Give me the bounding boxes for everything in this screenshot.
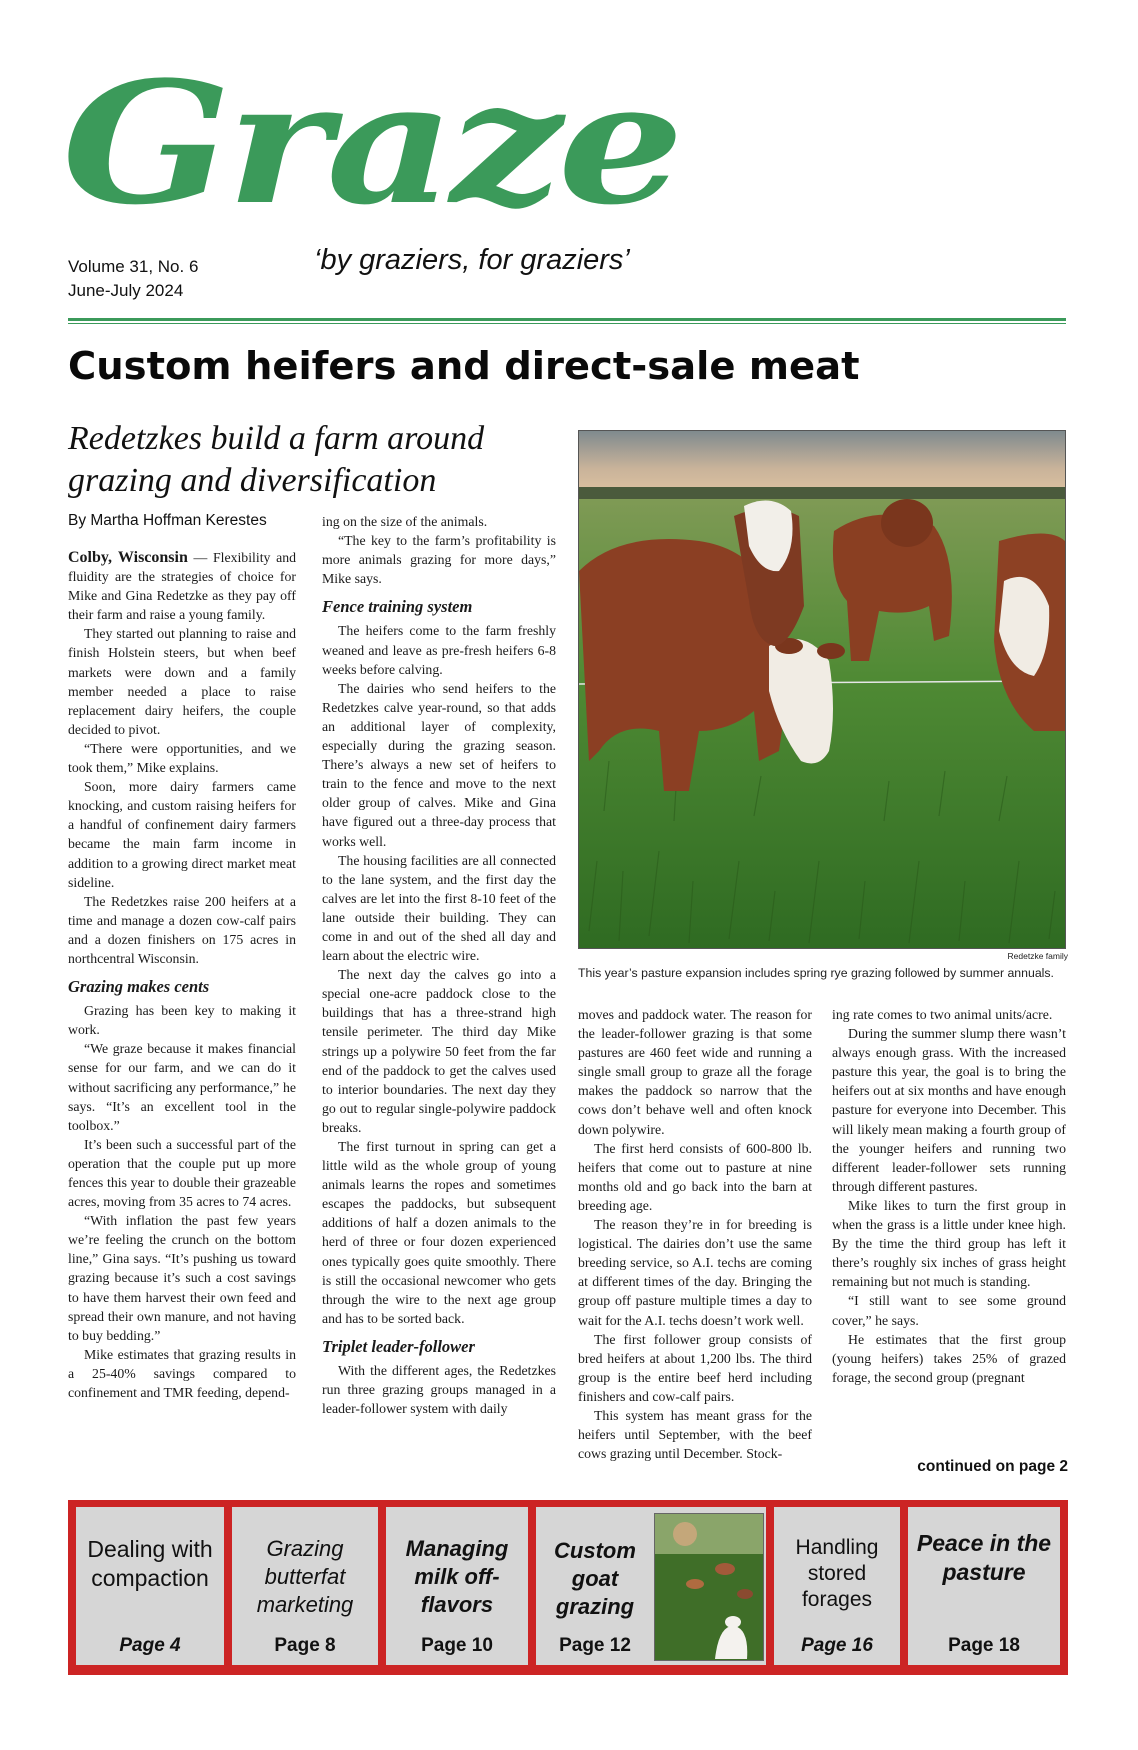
- goat-photo: [654, 1513, 764, 1661]
- paragraph: The heifers come to the farm freshly weaned and leave as pre-fresh heifers 6-8 weeks before calving.: [322, 623, 556, 677]
- article-column-1: [68, 548, 296, 1402]
- paragraph: “There were opportunities, and we took them,” Mike explains.: [68, 740, 296, 776]
- paragraph: moves and paddock water. The reason for the leader-follower grazing is that some pastures are 460 feet wide and running a single small group to graze all the forage makes the paddock so narrow that the cows don’t behave well and often knock down polywire.: [578, 1007, 812, 1137]
- feature-page: Page 8: [274, 1635, 336, 1656]
- paragraph: The first herd consists of 600-800 lb. heifers that come out to pasture at nine months old and go back into the barn at breeding age.: [578, 1140, 812, 1213]
- article-column-4: [832, 1005, 1066, 1387]
- paragraph: The first turnout in spring can get a little wild as the whole group of young animals learns the ropes and sometimes escapes the paddocks, but subsequent additions of half a dozen animals to the herd of three or four dozen experienced ones typically goes quite smoothly. There is still the occasional newcomer who gets through the wire to the next age group and has to be sorted back.: [322, 1139, 556, 1326]
- feature-butterfat[interactable]: Grazing butterfat marketing Page 8: [232, 1507, 378, 1665]
- feature-milk-off-flavors[interactable]: Managing milk off-flavors Page 10: [386, 1507, 528, 1665]
- paragraph: With the different ages, the Redetzkes run three grazing groups managed in a leader-follower system with daily: [322, 1363, 556, 1417]
- paragraph: “I still want to see some ground cover,” he says.: [832, 1293, 1066, 1328]
- paragraph: They started out planning to raise and finish Holstein steers, but when beef markets were down and a family member needed a place to raise replacement dairy heifers, the couple decided to pivot.: [68, 626, 296, 737]
- article-column-2: [322, 512, 556, 1418]
- paragraph: Mike likes to turn the first group in when the grass is a little under knee high. By the time the third group has left it there’s roughly six inches of grass height remaining but not much is standing.: [832, 1197, 1066, 1290]
- goat-illustration: [655, 1514, 763, 1660]
- masthead-divider-top: [68, 318, 1066, 321]
- feature-peace-pasture[interactable]: Peace in the pasture Page 18: [908, 1507, 1060, 1665]
- masthead-title: Graze: [62, 44, 680, 242]
- byline: By Martha Hoffman Kerestes: [68, 512, 267, 529]
- masthead-divider-bottom: [68, 323, 1066, 324]
- feature-page: Page 12: [559, 1635, 631, 1656]
- issue-info: [68, 255, 198, 303]
- paragraph: During the summer slump there wasn’t always enough grass. With the increased pasture this year, the goal is to bring the heifers out at six months and have enough pasture for everyone into December. This will likely mean making a fourth group of the younger heifers and running two different leader-follower sets running through different pastures.: [832, 1026, 1066, 1194]
- paragraph: “The key to the farm’s profitability is more animals grazing for more days,” Mike says.: [322, 533, 556, 587]
- section-heading: Grazing makes cents: [68, 977, 210, 997]
- paragraph: The first follower group consists of bred heifers at about 1,200 lbs. The third group is the entire beef herd including finishers and cow-calf pairs.: [578, 1331, 812, 1404]
- paragraph: “With inflation the past few years we’re feeling the crunch on the bottom line,” Gina says. “It’s pushing us toward grazing because it’s such a cost savings to have them harvest their own feed and spread their own manure, and not having to buy bedding.”: [68, 1213, 296, 1343]
- paragraph: The next day the calves go into a special one-acre paddock close to the buildings that has a three-strand high tensile perimeter. The third day Mike strings up a polywire 50 feet from the far end of the paddock to get the calves used to interior boundaries. The next day they go out to regular single-polywire paddock breaks.: [322, 967, 556, 1135]
- continued-note: continued on page 2: [917, 1458, 1068, 1475]
- paragraph: It’s been such a successful part of the operation that the couple put up more fences this year to double their grazeable acres, moving from 35 acres to 74 acres.: [68, 1136, 296, 1210]
- photo-credit: Redetzke family: [1007, 951, 1068, 961]
- feature-goat-grazing[interactable]: Custom goat grazing Page 12: [536, 1507, 766, 1665]
- section-heading: Fence training system: [322, 597, 473, 617]
- dateline: Colby, Wisconsin: [68, 549, 188, 566]
- paragraph: The dairies who send heifers to the Redetzkes calve year-round, so that adds an additional layer of complexity, especially during the grazing season. There’s always a new set of heifers to train to the fence and move to the next older group of calves. Mike and Gina have figured out a three-day process that works well.: [322, 680, 556, 849]
- paragraph: The housing facilities are all connected to the lane system, and the first day the calves are let into the first 8-10 feet of the lane outside their building. They can come in and out of the shed all day and learn about the electric wire.: [322, 852, 556, 964]
- paragraph: Soon, more dairy farmers came knocking, and custom raising heifers for a handful of confinement dairy farmers became the main farm income in addition to a growing direct market meat sideline.: [68, 779, 296, 890]
- photo-caption: This year’s pasture expansion includes spring rye grazing followed by summer annuals.: [578, 966, 1054, 980]
- issue-date: June-July 2024: [68, 281, 184, 300]
- article-column-3: [578, 1005, 812, 1463]
- section-heading: Triplet leader-follower: [322, 1336, 475, 1356]
- paragraph: Mike estimates that grazing results in a 25-40% savings compared to confinement and TMR feeding, depend-: [68, 1346, 296, 1401]
- paragraph: The Redetzkes raise 200 heifers at a time and manage a dozen cow-calf pairs and a dozen finishers on 175 acres in northcentral Wisconsin.: [68, 893, 296, 966]
- article-subhead: Redetzkes build a farm around grazing and diversification: [68, 420, 485, 499]
- feature-compaction[interactable]: Dealing with compaction Page 4: [76, 1507, 224, 1665]
- paragraph: The reason they’re in for breeding is logistical. The dairies don’t use the same breeding service, so A.I. techs are coming at different times of the day. Bringing the group off pasture multiple times a day to wait for the A.I. techs doesn’t work well.: [578, 1217, 812, 1328]
- paragraph: He estimates that the first group (young heifers) takes 25% of grazed forage, the second group (pregnant: [832, 1331, 1066, 1385]
- cattle-pasture-illustration: [579, 431, 1065, 948]
- paragraph: ing rate comes to two animal units/acre.: [832, 1007, 1053, 1022]
- paragraph: Colby, Wisconsin — Flexibility and fluidity are the strategies of choice for Mike and Gina Redetzke as they pay off their farm and raise a young family.: [68, 549, 296, 623]
- volume-number: Volume 31, No. 6: [68, 257, 199, 276]
- feature-stored-forages[interactable]: Handling stored forages Page 16: [774, 1507, 900, 1665]
- feature-page: Page 4: [119, 1635, 181, 1656]
- feature-page: Page 18: [948, 1635, 1020, 1656]
- feature-bar: [68, 1500, 1068, 1675]
- paragraph: Grazing has been key to making it work.: [68, 1003, 296, 1038]
- tagline: ‘by graziers, for graziers’: [314, 244, 630, 276]
- paragraph: “We graze because it makes financial sense for our farm, and we can do it without sacrificing any performance,” he says. “It’s an excellent tool in the toolbox.”: [68, 1041, 296, 1133]
- paragraph: This system has meant grass for the heifers until September, with the beef cows grazing until December. Stock-: [578, 1407, 812, 1462]
- article-headline: Custom heifers and direct-sale meat: [68, 344, 860, 389]
- article-photo: [578, 430, 1066, 949]
- feature-page: Page 10: [421, 1635, 493, 1656]
- feature-page: Page 16: [801, 1635, 873, 1656]
- paragraph: ing on the size of the animals.: [322, 514, 488, 529]
